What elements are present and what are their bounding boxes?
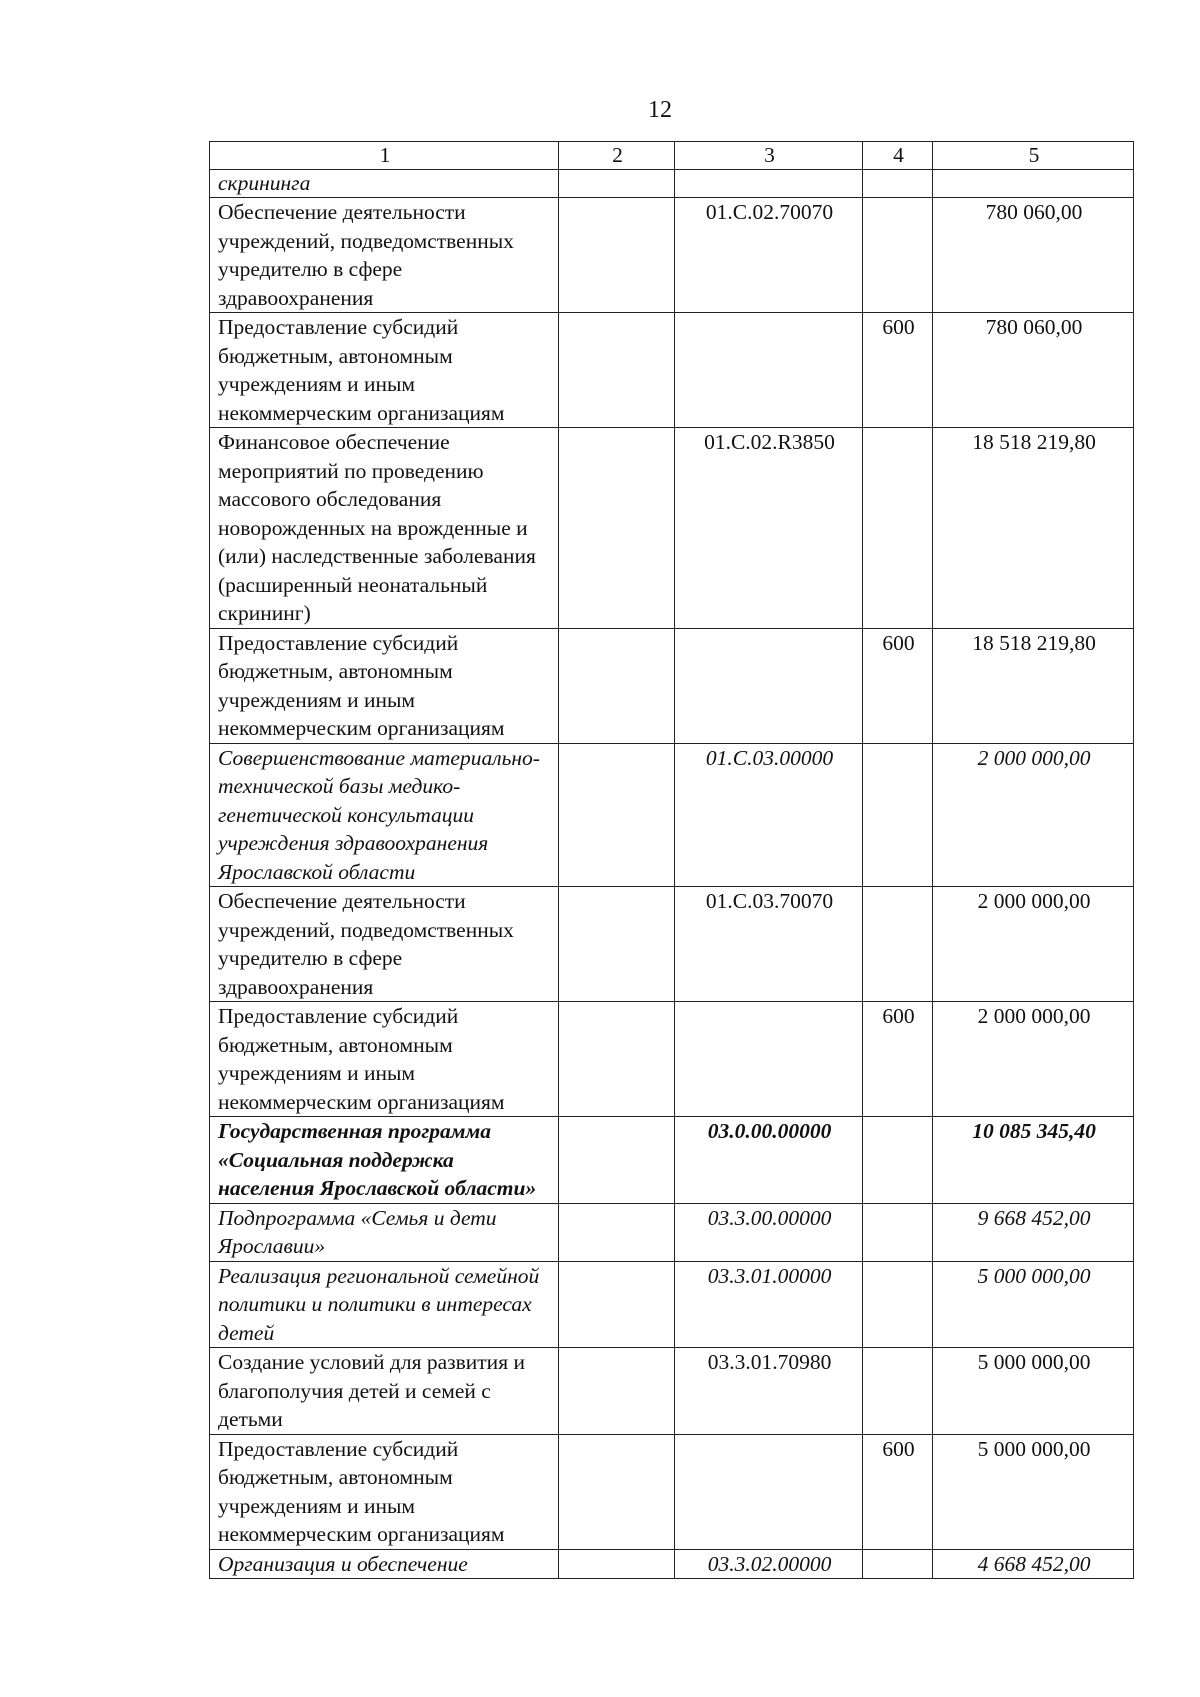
row-sum-cell: 18 518 219,80 xyxy=(933,628,1134,743)
row-name-cell: Подпрограмма «Семья и дети Ярославии» xyxy=(210,1203,559,1261)
table-row xyxy=(210,1002,1134,1117)
row-code-cell: 03.0.00.00000 xyxy=(675,1117,863,1204)
row-sum-cell: 10 085 345,40 xyxy=(933,1117,1134,1204)
page-number: 12 xyxy=(648,97,672,123)
row-column-2-cell xyxy=(559,1549,675,1579)
table-row xyxy=(210,743,1134,887)
row-expense-type-cell xyxy=(863,170,933,198)
table-row xyxy=(210,1549,1134,1579)
row-sum-cell: 2 000 000,00 xyxy=(933,887,1134,1002)
row-name-cell: Обеспечение деятельности учреждений, подведомственных учредителю в сфере здравоохранения xyxy=(210,198,559,313)
row-code-cell xyxy=(675,1434,863,1549)
header-cell-1: 1 xyxy=(210,142,559,170)
header-cell-5: 5 xyxy=(933,142,1134,170)
row-code-cell: 03.3.02.00000 xyxy=(675,1549,863,1579)
row-expense-type-cell xyxy=(863,1549,933,1579)
row-column-2-cell xyxy=(559,1117,675,1204)
row-code-cell xyxy=(675,628,863,743)
row-name-cell: Предоставление субсидий бюджетным, автономным учреждениям и иным некоммерческим организациям xyxy=(210,628,559,743)
row-sum-cell xyxy=(933,170,1134,198)
table-row xyxy=(210,1434,1134,1549)
row-column-2-cell xyxy=(559,170,675,198)
row-code-cell: 01.С.02.70070 xyxy=(675,198,863,313)
row-sum-cell: 2 000 000,00 xyxy=(933,1002,1134,1117)
table-row xyxy=(210,170,1134,198)
row-column-2-cell xyxy=(559,198,675,313)
row-column-2-cell xyxy=(559,743,675,887)
row-code-cell: 01.С.02.R3850 xyxy=(675,428,863,629)
row-name-cell: Обеспечение деятельности учреждений, подведомственных учредителю в сфере здравоохранения xyxy=(210,887,559,1002)
row-sum-cell: 9 668 452,00 xyxy=(933,1203,1134,1261)
table-row xyxy=(210,1261,1134,1348)
row-column-2-cell xyxy=(559,1261,675,1348)
row-column-2-cell xyxy=(559,1203,675,1261)
row-sum-cell: 780 060,00 xyxy=(933,313,1134,428)
row-code-cell xyxy=(675,313,863,428)
row-expense-type-cell xyxy=(863,198,933,313)
row-name-cell: Предоставление субсидий бюджетным, автономным учреждениям и иным некоммерческим организациям xyxy=(210,1002,559,1117)
header-cell-2: 2 xyxy=(559,142,675,170)
row-sum-cell: 18 518 219,80 xyxy=(933,428,1134,629)
row-code-cell: 03.3.01.70980 xyxy=(675,1348,863,1435)
table-row xyxy=(210,628,1134,743)
table-row xyxy=(210,198,1134,313)
table-row xyxy=(210,1117,1134,1204)
header-row xyxy=(210,142,1134,170)
row-column-2-cell xyxy=(559,628,675,743)
row-name-cell: Государственная программа «Социальная поддержка населения Ярославской области» xyxy=(210,1117,559,1204)
row-name-cell: Совершенствование материально-технической базы медико-генетической консультации учреждения здравоохранения Ярославской области xyxy=(210,743,559,887)
row-code-cell xyxy=(675,170,863,198)
row-sum-cell: 5 000 000,00 xyxy=(933,1348,1134,1435)
row-expense-type-cell: 600 xyxy=(863,1002,933,1117)
row-name-cell: Предоставление субсидий бюджетным, автономным учреждениям и иным некоммерческим организациям xyxy=(210,1434,559,1549)
row-expense-type-cell: 600 xyxy=(863,1434,933,1549)
row-expense-type-cell xyxy=(863,1117,933,1204)
row-expense-type-cell xyxy=(863,1261,933,1348)
row-name-cell: Создание условий для развития и благополучия детей и семей с детьми xyxy=(210,1348,559,1435)
row-name-cell: Финансовое обеспечение мероприятий по проведению массового обследования новорожденных на врожденные и (или) наследственные заболевания (расширенный неонатальный скрининг) xyxy=(210,428,559,629)
row-expense-type-cell: 600 xyxy=(863,313,933,428)
table-row xyxy=(210,1348,1134,1435)
row-column-2-cell xyxy=(559,1002,675,1117)
table-body xyxy=(210,170,1134,1579)
row-sum-cell: 780 060,00 xyxy=(933,198,1134,313)
row-expense-type-cell xyxy=(863,1348,933,1435)
row-sum-cell: 5 000 000,00 xyxy=(933,1261,1134,1348)
row-code-cell: 01.С.03.70070 xyxy=(675,887,863,1002)
table-row xyxy=(210,1203,1134,1261)
row-column-2-cell xyxy=(559,1348,675,1435)
table-row xyxy=(210,428,1134,629)
row-column-2-cell xyxy=(559,1434,675,1549)
row-column-2-cell xyxy=(559,428,675,629)
row-code-cell xyxy=(675,1002,863,1117)
row-name-cell: Предоставление субсидий бюджетным, автономным учреждениям и иным некоммерческим организациям xyxy=(210,313,559,428)
row-column-2-cell xyxy=(559,313,675,428)
budget-table xyxy=(209,141,1134,1579)
row-sum-cell: 4 668 452,00 xyxy=(933,1549,1134,1579)
row-name-cell: скрининга xyxy=(210,170,559,198)
row-column-2-cell xyxy=(559,887,675,1002)
row-expense-type-cell xyxy=(863,743,933,887)
header-cell-4: 4 xyxy=(863,142,933,170)
row-name-cell: Организация и обеспечение xyxy=(210,1549,559,1579)
row-expense-type-cell xyxy=(863,428,933,629)
row-code-cell: 03.3.01.00000 xyxy=(675,1261,863,1348)
table-row xyxy=(210,313,1134,428)
row-code-cell: 03.3.00.00000 xyxy=(675,1203,863,1261)
row-expense-type-cell: 600 xyxy=(863,628,933,743)
table-header xyxy=(210,142,1134,170)
header-cell-3: 3 xyxy=(675,142,863,170)
row-code-cell: 01.С.03.00000 xyxy=(675,743,863,887)
row-name-cell: Реализация региональной семейной политики и политики в интересах детей xyxy=(210,1261,559,1348)
row-sum-cell: 2 000 000,00 xyxy=(933,743,1134,887)
row-expense-type-cell xyxy=(863,887,933,1002)
row-expense-type-cell xyxy=(863,1203,933,1261)
row-sum-cell: 5 000 000,00 xyxy=(933,1434,1134,1549)
table-row xyxy=(210,887,1134,1002)
